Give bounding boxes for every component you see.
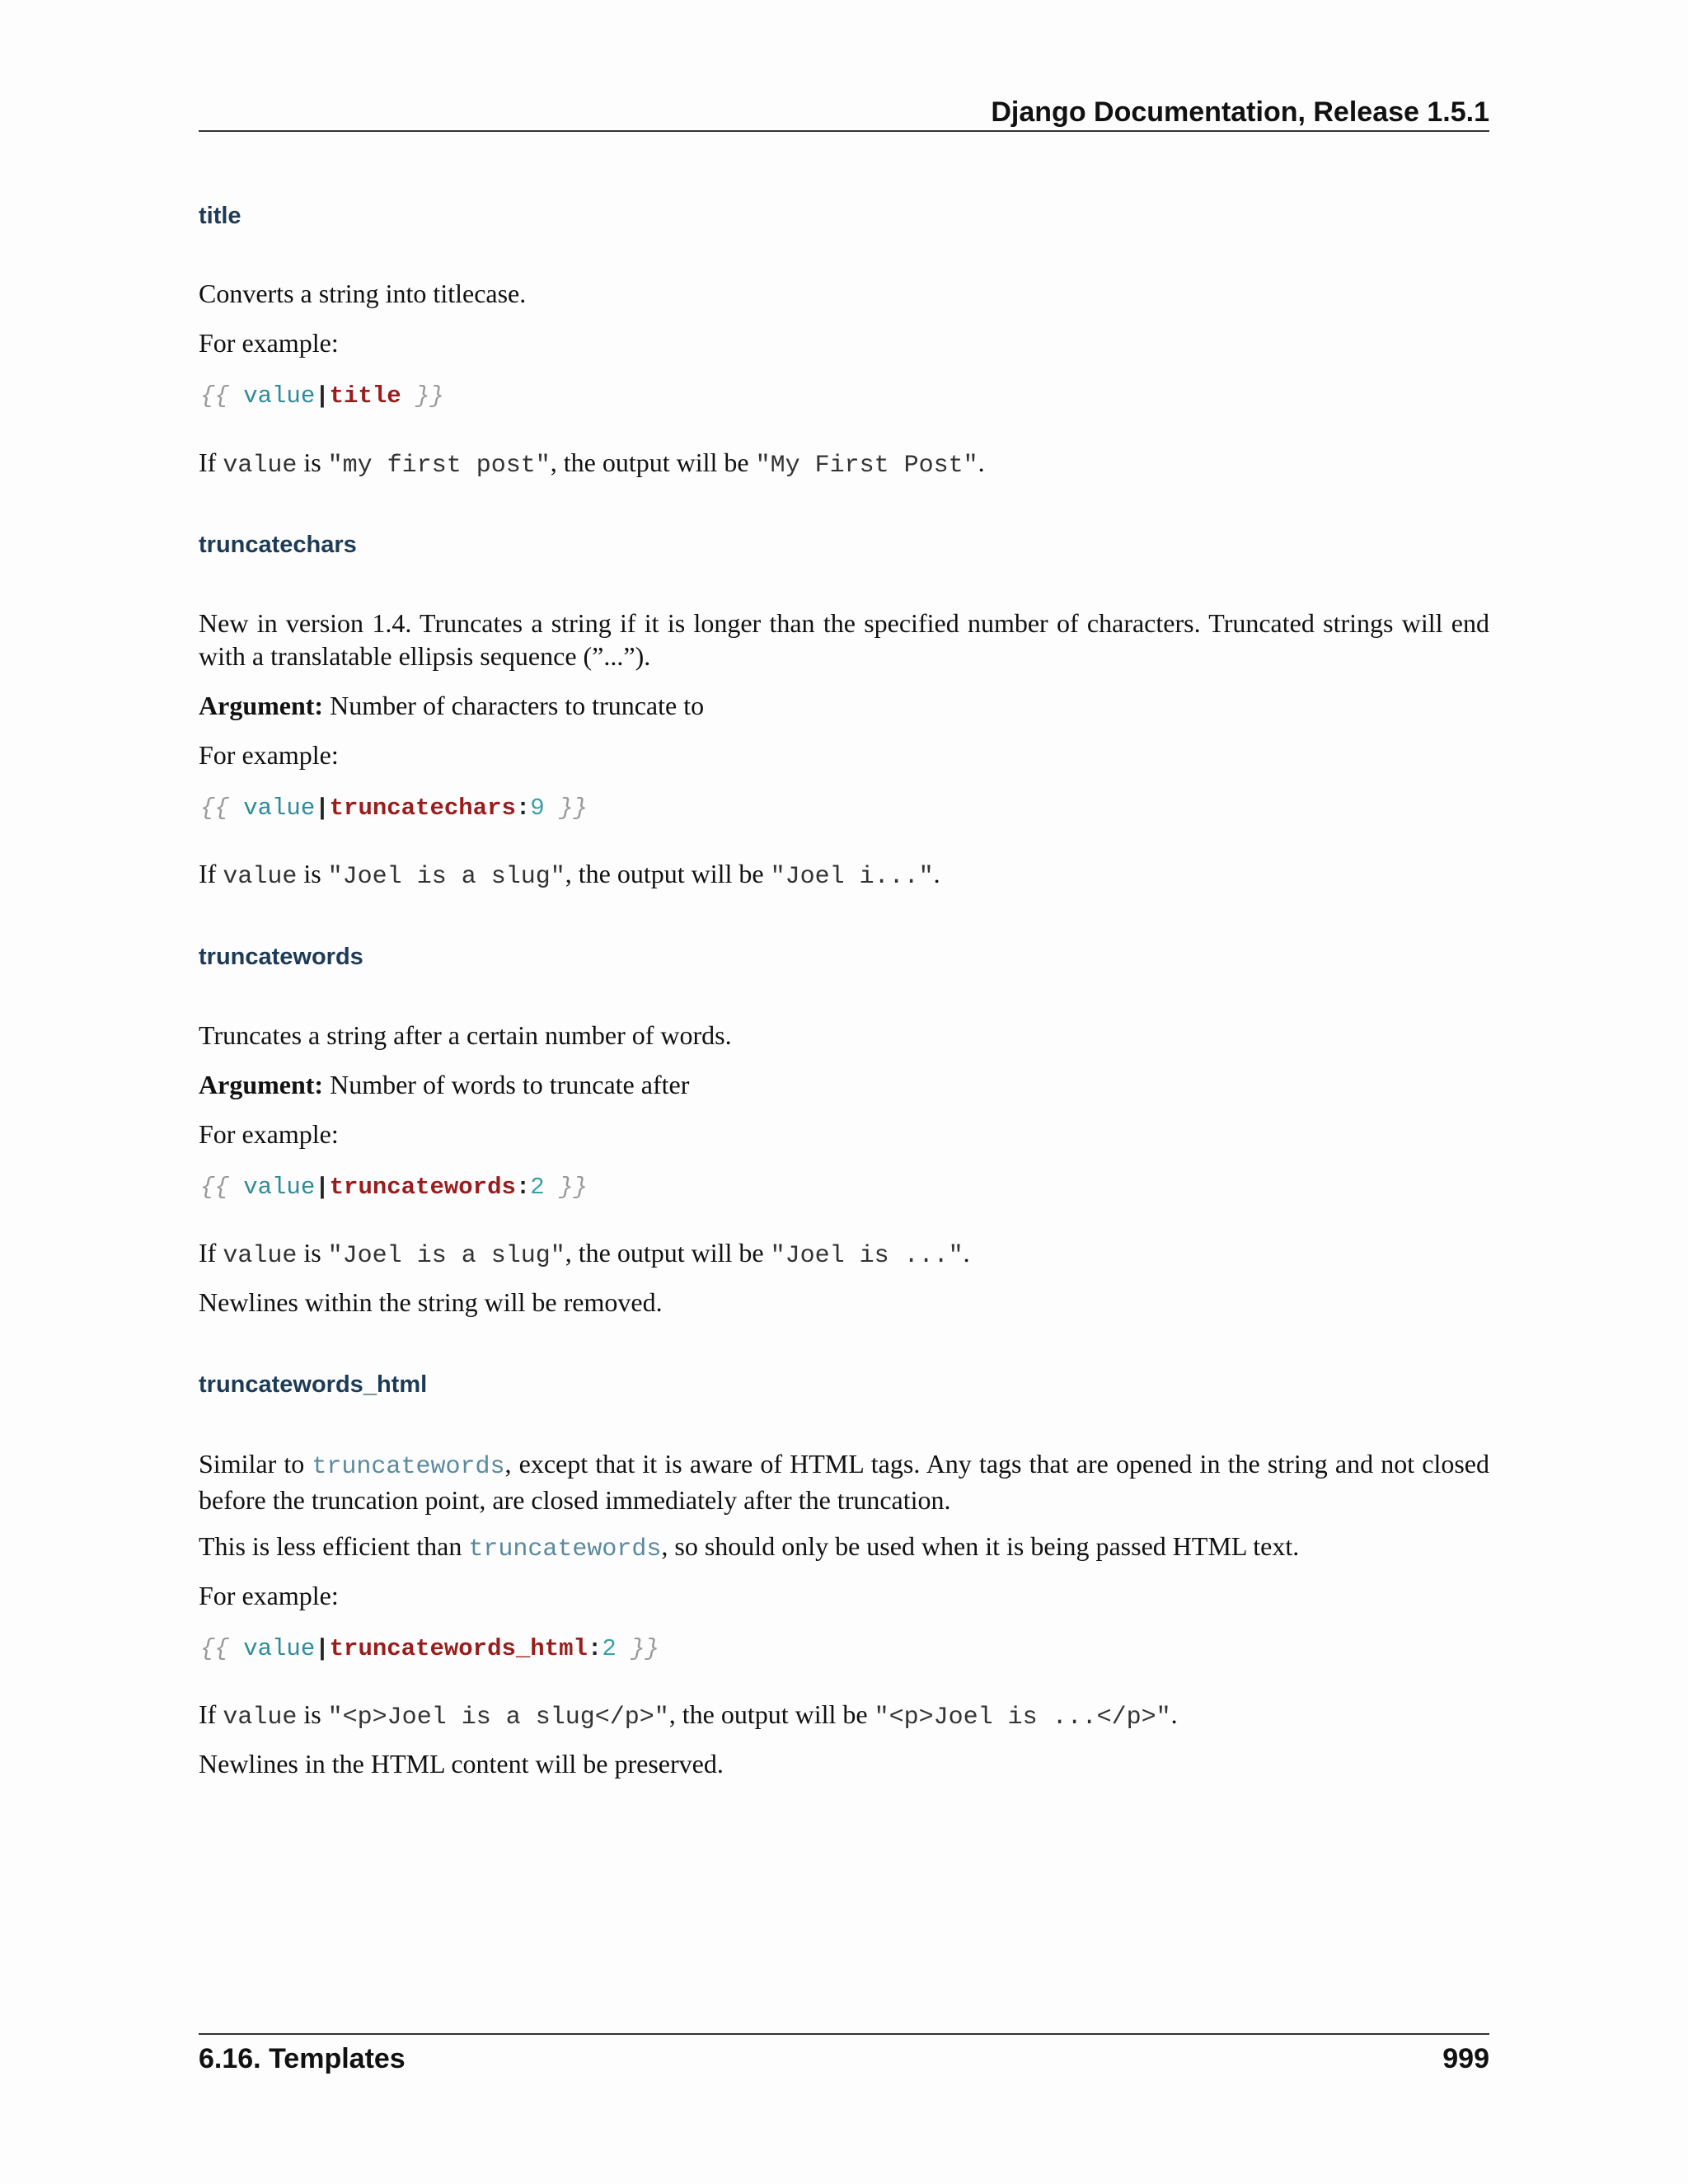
running-footer (199, 2033, 1489, 2076)
truncatewords-code-example: {{ value|truncatewords:2 }} (200, 1174, 588, 1201)
truncatewords-result: If value is "Joel is a slug", the output will be "Joel is ...". (199, 1238, 970, 1270)
truncatechars-for-example: For example: (199, 740, 339, 770)
truncatechars-code-example: {{ value|truncatechars:9 }} (200, 794, 588, 822)
footer-section: 6.16. Templates (199, 2043, 406, 2074)
truncatewords-html-efficiency: This is less efficient than truncatewords, so should only be used when it is being passed HTML text. (199, 1531, 1300, 1563)
running-header: Django Documentation, Release 1.5.1 (199, 94, 1489, 132)
section-heading-truncatewords: truncatewords (199, 944, 363, 970)
truncatewords-link[interactable]: truncatewords (312, 1453, 505, 1481)
truncatewords-html-description: Similar to truncatewords, except that it is aware of HTML tags. Any tags that are opened in the string and not closed before the truncation point, are closed immediately after the truncation. (199, 1449, 1490, 1515)
truncatewords-argument: Argument: Number of words to truncate after (199, 1070, 690, 1099)
truncatewords-note: Newlines within the string will be removed. (199, 1287, 663, 1317)
truncatewords-description: Truncates a string after a certain number of words. (199, 1020, 732, 1050)
truncatewords-link[interactable]: truncatewords (468, 1535, 662, 1563)
section-heading-title: title (199, 203, 241, 229)
section-heading-truncatewords-html: truncatewords_html (199, 1371, 428, 1398)
truncatechars-result: If value is "Joel is a slug", the output will be "Joel i...". (199, 859, 940, 891)
truncatechars-description: New in version 1.4. Truncates a string if it is longer than the specified number of characters. Truncated strings will end with a translatable ellipsis sequence (”...”). (199, 608, 1489, 671)
title-description: Converts a string into titlecase. (199, 279, 527, 308)
page-number: 999 (1442, 2043, 1489, 2074)
title-code-example: {{ value|title }} (200, 382, 444, 410)
truncatewords-for-example: For example: (199, 1119, 339, 1149)
title-result: If value is "my first post", the output will be "My First Post". (199, 448, 985, 480)
document-page (199, 0, 1489, 2184)
title-for-example: For example: (199, 328, 339, 358)
truncatewords-html-for-example: For example: (199, 1581, 339, 1610)
truncatewords-html-result: If value is "<p>Joel is a slug</p>", the output will be "<p>Joel is ...</p>". (199, 1699, 1178, 1732)
section-heading-truncatechars: truncatechars (199, 532, 357, 558)
truncatewords-html-code-example: {{ value|truncatewords_html:2 }} (200, 1635, 659, 1662)
truncatewords-html-note: Newlines in the HTML content will be preserved. (199, 1749, 724, 1779)
truncatechars-argument: Argument: Number of characters to truncate to (199, 691, 705, 720)
